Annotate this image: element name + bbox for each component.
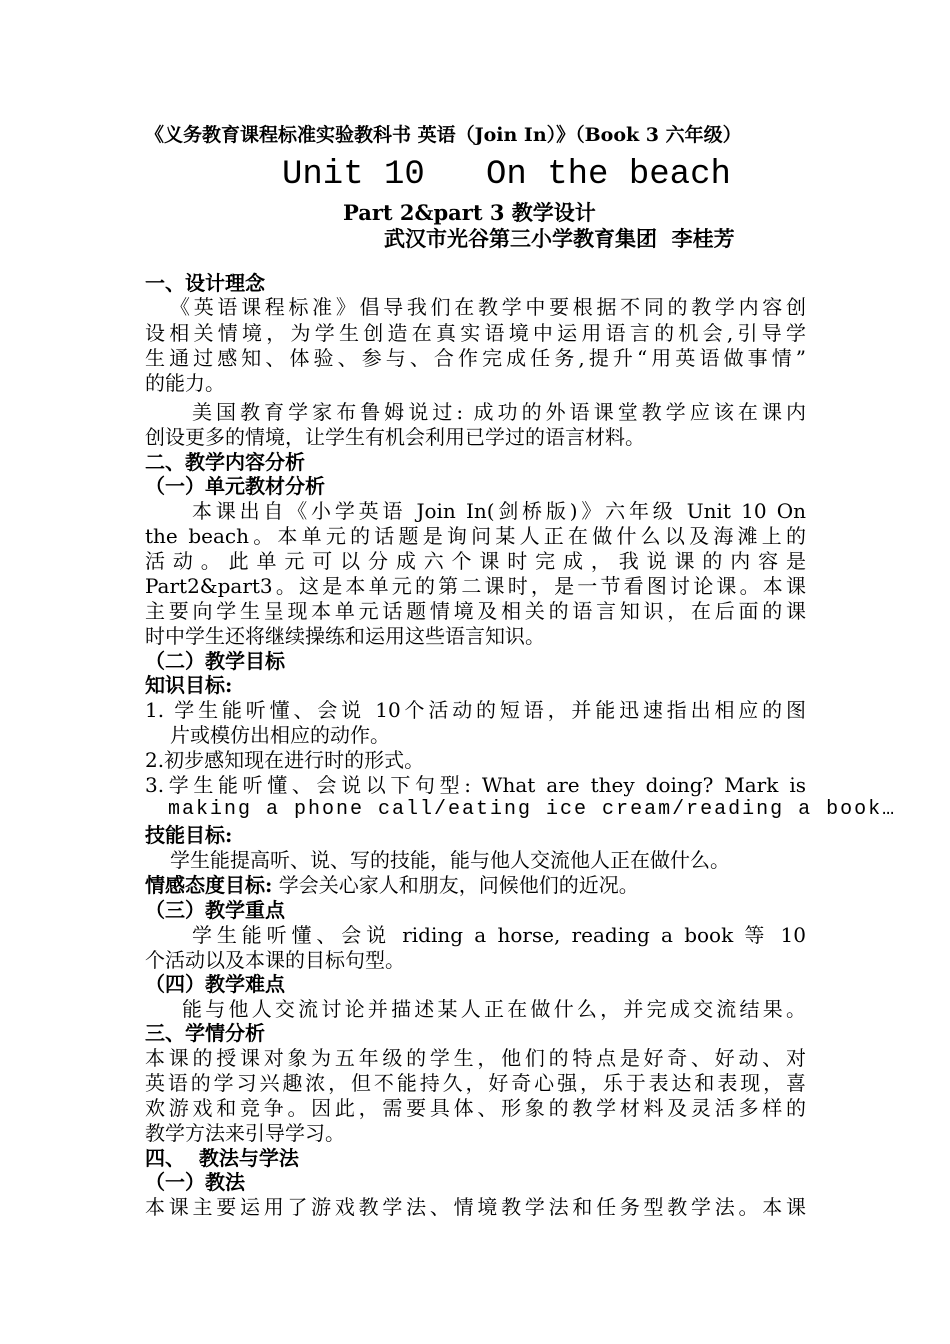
- emotion-text: 学会关心家人和朋友，问候他们的近况。: [272, 873, 639, 897]
- s3-line-4: 教学方法来引导学习。: [145, 1121, 345, 1145]
- s1-p1-line-2: 设相关情境，为学生创造在真实语境中运用语言的机会,引导学: [145, 321, 806, 345]
- knowledge-item-2: 2.初步感知现在进行时的形式。: [145, 748, 425, 772]
- section-4-1-title: （一）教法: [145, 1170, 245, 1194]
- emotion-label: 情感态度目标:: [145, 873, 273, 897]
- section-4-title: 四、 教法与学法: [145, 1146, 299, 1170]
- section-2-1-title: （一）单元教材分析: [145, 474, 325, 498]
- knowledge-item-3: 3.学生能听懂、会说以下句型: What are they doing? Mark is: [145, 773, 806, 797]
- s2-1-line-4: Part2&part3。这是本单元的第二课时，是一节看图讨论课。本课: [145, 574, 806, 598]
- knowledge-label: 知识目标:: [145, 673, 233, 697]
- s1-p1-line-3: 生通过感知、体验、参与、合作完成任务,提升“用英语做事情”: [145, 346, 806, 370]
- s2-3-line-1: 学生能听懂、会说 riding a horse, reading a book 等 10: [192, 923, 806, 947]
- section-2-3-title: （三）教学重点: [145, 898, 285, 922]
- knowledge-item-3-cont: making a phone call/eating ice cream/reading a book…: [168, 798, 897, 821]
- s1-p2-line-1: 美国教育学家布鲁姆说过: 成功的外语课堂教学应该在课内: [192, 400, 806, 424]
- s2-1-line-3: 活 动 。 此 单 元 可 以 分 成 六 个 课 时 完 成 ， 我 说 课 的 内 容 是: [145, 549, 806, 573]
- knowledge-item-1: 1. 学生能听懂、会说 10个活动的短语，并能迅速指出相应的图: [145, 698, 806, 722]
- s3-line-1: 本课的授课对象为五年级的学生，他们的特点是好奇、好动、对: [145, 1046, 806, 1070]
- s2-1-line-2: the beach。本单元的话题是询问某人正在做什么以及海滩上的: [145, 524, 806, 548]
- part-title: Part 2&part 3 教学设计: [343, 200, 596, 225]
- s2-1-line-1: 本课出自《小学英语 Join In(剑桥版)》六年级 Unit 10 On: [192, 499, 806, 523]
- section-2-2-title: （二）教学目标: [145, 649, 285, 673]
- s4-1-line-1: 本课主要运用了游戏教学法、情境教学法和任务型教学法。本课: [145, 1195, 806, 1219]
- standard-title: 《义务教育课程标准实验教科书 英语（Join In）》（Book 3 六年级）: [145, 124, 742, 146]
- s1-p2-line-2: 创设更多的情境，让学生有机会利用已学过的语言材料。: [145, 425, 645, 449]
- s2-3-line-2: 个活动以及本课的目标句型。: [145, 948, 405, 972]
- unit-title: Unit 10 On the beach: [282, 156, 731, 194]
- section-3-title: 三、学情分析: [145, 1021, 265, 1045]
- s3-line-2: 英语的学习兴趣浓，但不能持久，好奇心强，乐于表达和表现，喜: [145, 1071, 806, 1095]
- s1-p1-line-1: 《英语课程标准》倡导我们在教学中要根据不同的教学内容创: [170, 295, 806, 319]
- section-2-4-title: （四）教学难点: [145, 972, 285, 996]
- s2-1-line-5: 主要向学生呈现本单元话题情境及相关的语言知识，在后面的课: [145, 599, 806, 623]
- skill-label: 技能目标:: [145, 823, 233, 847]
- section-2-title: 二、教学内容分析: [145, 450, 305, 474]
- s3-line-3: 欢游戏和竞争。因此，需要具体、形象的教学材料及灵活多样的: [145, 1096, 806, 1120]
- s2-4-line-1: 能与他人交流讨论并描述某人正在做什么，并完成交流结果。: [182, 997, 806, 1021]
- emotion-line: [145, 875, 639, 895]
- knowledge-item-1-cont: 片或模仿出相应的动作。: [170, 723, 390, 747]
- section-1-title: 一、设计理念: [145, 271, 265, 295]
- s1-p1-line-4: 的能力。: [145, 371, 225, 395]
- s2-1-line-6: 时中学生还将继续操练和运用这些语言知识。: [145, 624, 545, 648]
- skill-text: 学生能提高听、说、写的技能，能与他人交流他人正在做什么。: [170, 848, 730, 872]
- author-line: 武汉市光谷第三小学教育集团 李桂芳: [384, 226, 735, 251]
